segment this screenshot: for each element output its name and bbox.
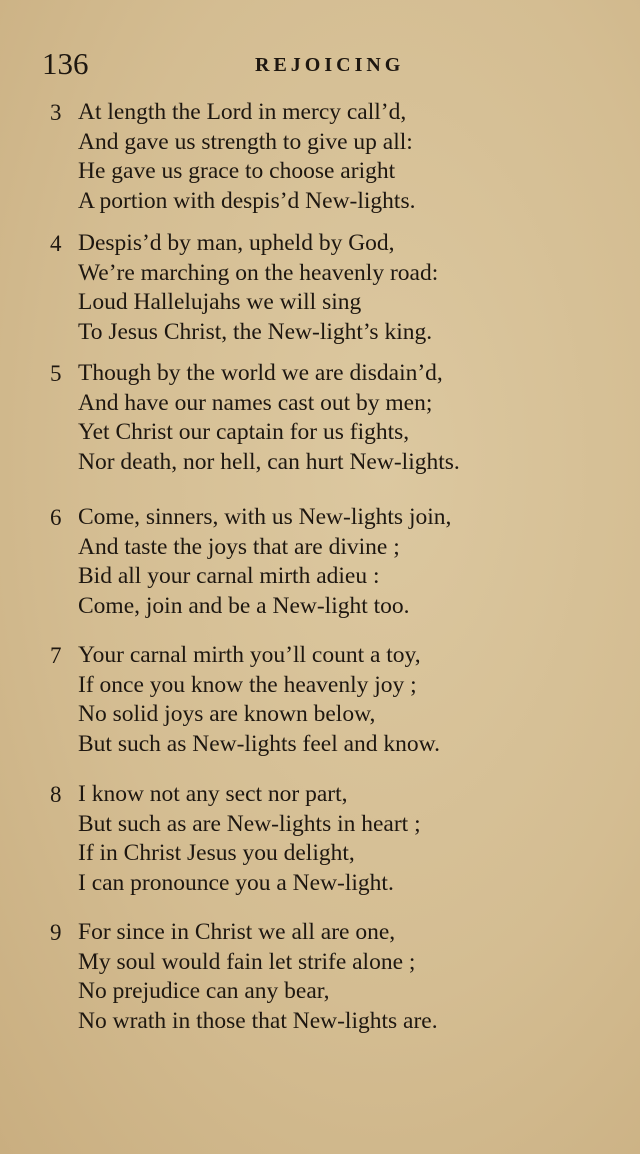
- verse-number: 4: [50, 231, 62, 256]
- verse-line: Loud Hallelujahs we will sing: [78, 289, 362, 315]
- verse-number: 7: [50, 643, 62, 668]
- verse-number: 8: [50, 782, 62, 807]
- verse-line: To Jesus Christ, the New-light’s king.: [78, 318, 433, 345]
- verse-line: For since in Christ we all are one,: [78, 919, 396, 945]
- verse-line: But such as are New-lights in heart ;: [78, 810, 421, 837]
- verse-line: If in Christ Jesus you delight,: [78, 840, 355, 866]
- verse-line: Though by the world we are disdain’d,: [78, 360, 443, 386]
- verse-line: Bid all your carnal mirth adieu :: [78, 563, 380, 589]
- verse-line: And have our names cast out by men;: [78, 389, 433, 416]
- verse-line: But such as New-lights feel and know.: [78, 730, 441, 757]
- verse-line: Come, join and be a New-light too.: [78, 592, 410, 619]
- verse-number: 3: [50, 100, 62, 125]
- verse-line: He gave us grace to choose aright: [78, 158, 396, 184]
- verse-line: And gave us strength to give up all:: [78, 128, 413, 155]
- verse-line: I can pronounce you a New-light.: [78, 869, 394, 896]
- running-title: REJOICING: [255, 54, 405, 76]
- verse-number: 9: [50, 920, 62, 945]
- verse-number: 6: [50, 505, 62, 530]
- verse-line: Yet Christ our captain for us fights,: [78, 419, 410, 445]
- verse-line: A portion with despis’d New-lights.: [78, 187, 416, 214]
- verse-line: Nor death, nor hell, can hurt New-lights.: [78, 448, 460, 475]
- verse-line: My soul would fain let strife alone ;: [78, 948, 416, 975]
- verse-line: If once you know the heavenly joy ;: [78, 671, 417, 698]
- verse-line: At length the Lord in mercy call’d,: [78, 99, 407, 125]
- verse-line: No solid joys are known below,: [78, 701, 376, 727]
- verse-line: And taste the joys that are divine ;: [78, 533, 400, 560]
- verse-line: No prejudice can any bear,: [78, 978, 330, 1004]
- verse-line: Despis’d by man, upheld by God,: [78, 230, 395, 256]
- running-header: [0, 46, 640, 86]
- verse-line: Come, sinners, with us New-lights join,: [78, 504, 452, 530]
- verse-number: 5: [50, 361, 62, 386]
- verse-line: I know not any sect nor part,: [78, 781, 348, 807]
- verse-line: No wrath in those that New-lights are.: [78, 1007, 438, 1034]
- page-number: 136: [42, 46, 89, 81]
- verse-line: Your carnal mirth you’ll count a toy,: [78, 642, 421, 668]
- verse-line: We’re marching on the heavenly road:: [78, 259, 439, 286]
